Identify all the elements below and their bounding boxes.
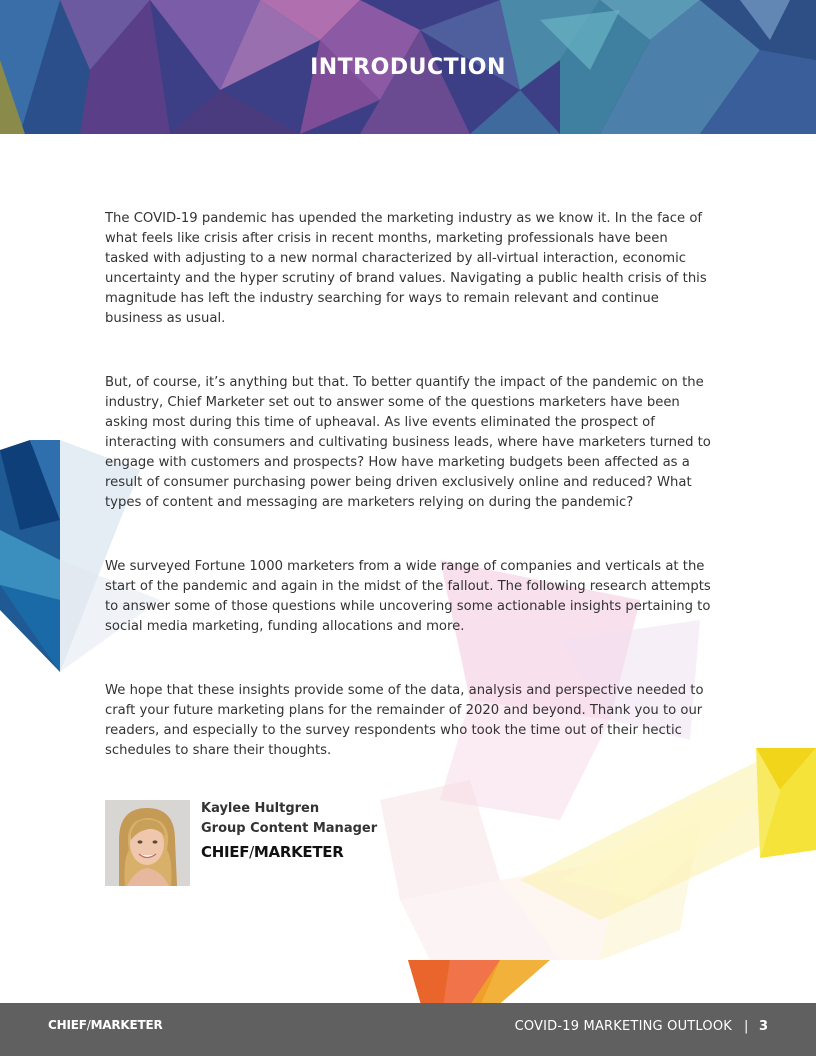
footer-logo [48,1018,163,1032]
footer-publication-title: COVID-19 MARKETING OUTLOOK [514,1019,732,1034]
author-name: Kaylee Hultgren [201,801,320,816]
footer-logo-word-chief: CHIEF [48,1018,87,1032]
intro-paragraph-3: We surveyed Fortune 1000 marketers from a wide range of companies and verticals at the start of the pandemic and again in the midst of the fallout. The following research attempts to answer some of those questions while uncovering some actionable insights pertaining to social media marketing, funding allocations and more. [105,559,711,634]
logo-word-marketer: MARKETER [253,843,344,861]
chief-marketer-logo [201,843,344,861]
logo-slash: / [249,843,254,861]
page-title: INTRODUCTION [310,55,506,80]
author-photo [105,800,190,886]
footer-logo-slash: / [86,1018,91,1032]
footer-separator: | [744,1019,749,1034]
intro-paragraph-2: But, of course, it’s anything but that. To better quantify the impact of the pandemic on the industry, Chief Marketer set out to answer some of the questions marketers have been asking most during this time of upheaval. As live events eliminated the prospect of interacting with consumers and cultivating business leads, where have marketers turned to engage with customers and prospects? How have marketing budgets been affected as a result of consumer purchasing power being driven exclusively online and reduced? What types of content and messaging are marketers relying on during the pandemic? [105,375,711,510]
page-number: 3 [759,1019,769,1034]
author-role: Group Content Manager [201,821,378,836]
logo-word-chief: CHIEF [201,843,250,861]
intro-paragraph-1: The COVID-19 pandemic has upended the marketing industry as we know it. In the face of what feels like crisis after crisis in recent months, marketing professionals have been tasked with adjusting to a new normal characterized by all-virtual interaction, economic uncertainty and the hyper scrutiny of brand values. Navigating a public health crisis of this magnitude has left the industry searching for ways to remain relevant and continue business as usual. [105,211,707,326]
intro-paragraph-4: We hope that these insights provide some of the data, analysis and perspective needed to craft your future marketing plans for the remainder of 2020 and beyond. Thank you to our readers, and especially to the survey respondents who took the time out of their hectic schedules to share their thoughts. [105,683,704,758]
footer-logo-word-marketer: MARKETER [90,1018,163,1032]
